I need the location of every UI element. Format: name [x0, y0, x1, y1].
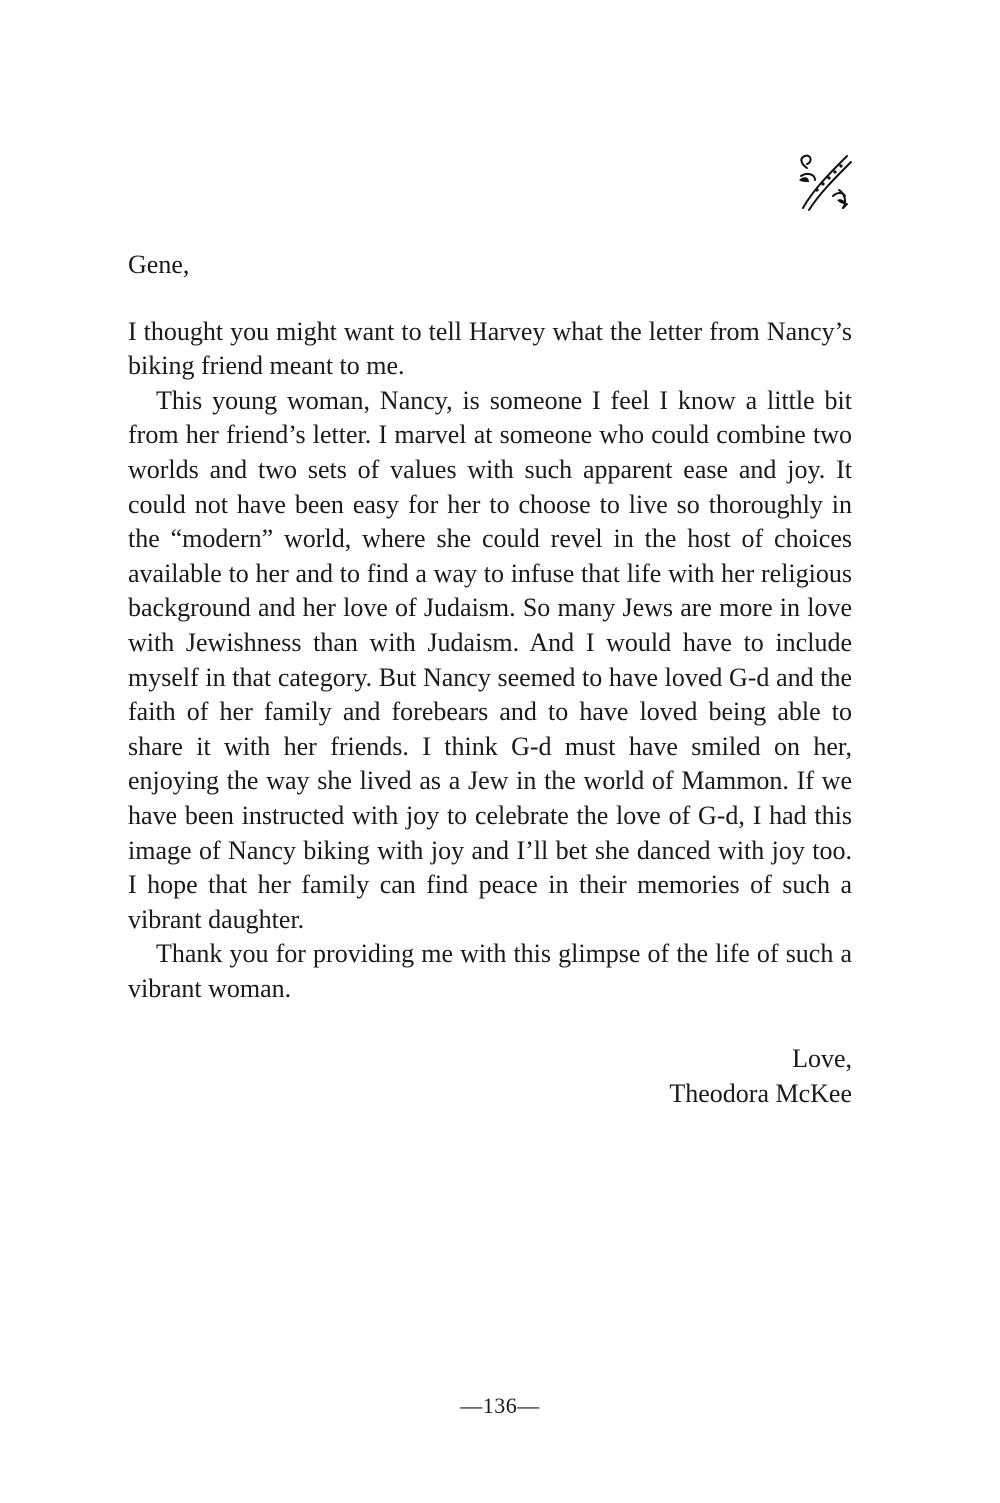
letter-paragraph-1: I thought you might want to tell Harvey what the letter from Nancy’s biking friend meant to me.	[128, 316, 852, 381]
letter-salutation: Gene,	[128, 250, 190, 279]
letter-closing: Love,	[792, 1044, 852, 1074]
letter-signature: Theodora McKee	[669, 1079, 852, 1109]
page-number: —136—	[460, 1393, 540, 1418]
letter-closing-block	[128, 1042, 852, 1111]
letter-paragraph-3: Thank you for providing me with this glimpse of the life of such a vibrant woman.	[128, 939, 852, 1003]
letter-body	[128, 248, 852, 1112]
floral-ornament-icon	[793, 150, 855, 212]
letter-paragraph-2: This young woman, Nancy, is someone I feel I know a little bit from her friend’s letter. I marvel at someone who could combine two worlds and two sets of values with such apparent ease and joy. It could not have been easy for her to choose to live so thoroughly in the “modern” world, where she could revel in the host of choices available to her and to find a way to infuse that life with her religious background and her love of Judaism. So many Jews are more in love with Jewishness than with Judaism. And I would have to include myself in that category. But Nancy seemed to have loved G-d and the faith of her family and forebears and to have loved being able to share it with her friends. I think G-d must have smiled on her, enjoying the way she lived as a Jew in the world of Mammon. If we have been instructed with joy to celebrate the love of G-d, I had this image of Nancy biking with joy and I’ll bet she danced with joy too. I hope that her family can find peace in their memories of such a vibrant daughter.	[128, 385, 852, 934]
